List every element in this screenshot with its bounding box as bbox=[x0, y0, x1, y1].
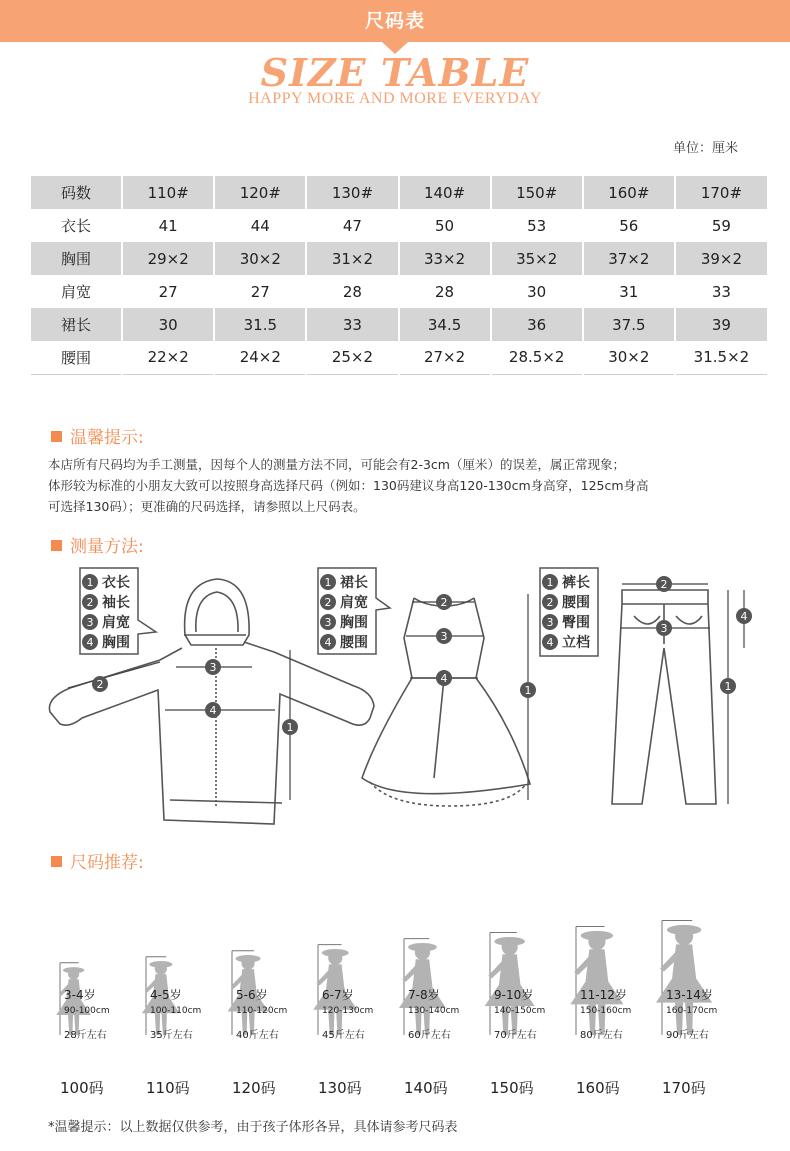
table-cell: 37.5 bbox=[583, 308, 675, 341]
child-silhouette-body bbox=[313, 964, 357, 1010]
legend-number: 4 bbox=[324, 636, 332, 649]
table-cell: 31.5 bbox=[214, 308, 306, 341]
table-cell: 39×2 bbox=[675, 242, 767, 275]
size-label: 120码 bbox=[232, 1079, 276, 1097]
weight-label: 90斤左右 bbox=[666, 1030, 709, 1041]
table-cell: 31×2 bbox=[306, 242, 398, 275]
table-cell: 31.5×2 bbox=[675, 341, 767, 374]
size-recommend-item bbox=[399, 939, 459, 1097]
height-label: 100-110cm bbox=[150, 1006, 202, 1016]
child-silhouette-head bbox=[241, 957, 254, 970]
table-cell: 41 bbox=[122, 209, 214, 242]
table-cell: 28 bbox=[306, 275, 398, 308]
size-recommend-item bbox=[656, 920, 717, 1097]
unit-label: 单位：厘米 bbox=[672, 141, 738, 156]
height-label: 120-130cm bbox=[322, 1006, 374, 1016]
table-cell: 衣长 bbox=[30, 209, 122, 242]
weight-label: 70斤左右 bbox=[494, 1030, 537, 1041]
age-label: 13-14岁 bbox=[666, 988, 713, 1002]
legend-label: 立档 bbox=[562, 635, 590, 651]
height-label: 140-150cm bbox=[494, 1006, 546, 1016]
pants-legend bbox=[540, 568, 598, 656]
legend-number: 4 bbox=[546, 636, 554, 649]
legend-label: 腰围 bbox=[340, 635, 368, 651]
table-cell: 50 bbox=[399, 209, 491, 242]
dress-markers bbox=[406, 594, 536, 800]
size-label: 130码 bbox=[318, 1079, 362, 1097]
size-recommend-item bbox=[485, 933, 546, 1097]
height-label: 150-160cm bbox=[580, 1006, 632, 1016]
legend-number: 1 bbox=[86, 576, 94, 589]
legend-label: 裤长 bbox=[562, 575, 590, 591]
table-cell: 30 bbox=[491, 275, 583, 308]
age-label: 6-7岁 bbox=[322, 988, 354, 1002]
legend-number: 2 bbox=[546, 596, 554, 609]
age-label: 5-6岁 bbox=[236, 988, 268, 1002]
age-label: 7-8岁 bbox=[408, 988, 440, 1002]
table-cell: 裙长 bbox=[30, 308, 122, 341]
legend-label: 袖长 bbox=[102, 595, 130, 611]
table-cell: 22×2 bbox=[122, 341, 214, 374]
table-header-row bbox=[30, 176, 767, 209]
page-title: 尺码表 bbox=[364, 10, 425, 32]
size-recommend-item bbox=[142, 957, 201, 1097]
tips-line: 本店所有尺码均为手工测量，因每个人的测量方法不同，可能会有2-3cm（厘米）的误差，属正常现象； bbox=[48, 457, 625, 472]
table-cell: 53 bbox=[491, 209, 583, 242]
table-header-cell: 160# bbox=[583, 176, 675, 209]
legend-label: 肩宽 bbox=[102, 615, 130, 631]
table-cell: 29×2 bbox=[122, 242, 214, 275]
svg-text:2: 2 bbox=[660, 578, 668, 591]
table-cell: 28 bbox=[399, 275, 491, 308]
dress-legend bbox=[318, 568, 390, 654]
svg-text:4: 4 bbox=[440, 672, 448, 685]
bullet-square-icon bbox=[51, 540, 62, 551]
table-cell: 30×2 bbox=[583, 341, 675, 374]
size-recommend-item bbox=[56, 963, 109, 1097]
legend-number: 3 bbox=[86, 616, 94, 629]
svg-text:3: 3 bbox=[440, 630, 448, 643]
table-row bbox=[30, 308, 767, 341]
legend-label: 衣长 bbox=[102, 575, 130, 591]
table-header-cell: 140# bbox=[399, 176, 491, 209]
table-cell: 59 bbox=[675, 209, 767, 242]
child-silhouette-head bbox=[588, 933, 605, 950]
height-label: 130-140cm bbox=[408, 1006, 460, 1016]
legend-label: 胸围 bbox=[102, 635, 130, 651]
table-cell: 39 bbox=[675, 308, 767, 341]
size-label: 110码 bbox=[146, 1079, 190, 1097]
size-table bbox=[29, 176, 767, 375]
table-cell: 24×2 bbox=[214, 341, 306, 374]
child-silhouette-head bbox=[675, 927, 693, 945]
table-cell: 37×2 bbox=[583, 242, 675, 275]
table-header-cell: 110# bbox=[122, 176, 214, 209]
size-label: 150码 bbox=[490, 1079, 534, 1097]
legend-number: 1 bbox=[324, 576, 332, 589]
height-label: 110-120cm bbox=[236, 1006, 288, 1016]
table-cell: 27×2 bbox=[399, 341, 491, 374]
child-silhouette-head bbox=[415, 945, 430, 960]
table-cell: 28.5×2 bbox=[491, 341, 583, 374]
table-cell: 56 bbox=[583, 209, 675, 242]
height-label: 160-170cm bbox=[666, 1006, 718, 1016]
legend-number: 3 bbox=[324, 616, 332, 629]
child-silhouette-head bbox=[155, 963, 167, 975]
table-cell: 34.5 bbox=[399, 308, 491, 341]
child-silhouette-head bbox=[328, 951, 342, 965]
legend-label: 肩宽 bbox=[340, 595, 368, 611]
size-recommend-item bbox=[228, 951, 288, 1097]
size-label: 170码 bbox=[662, 1079, 706, 1097]
svg-text:4: 4 bbox=[740, 610, 748, 623]
tagline: HAPPY MORE AND MORE EVERYDAY bbox=[248, 90, 542, 107]
height-label: 90-100cm bbox=[64, 1006, 110, 1016]
svg-text:3: 3 bbox=[660, 622, 668, 635]
table-header-cell: 码数 bbox=[30, 176, 122, 209]
legend-number: 3 bbox=[546, 616, 554, 629]
method-heading: 测量方法: bbox=[51, 532, 144, 557]
size-label: 100码 bbox=[60, 1079, 104, 1097]
table-cell: 胸围 bbox=[30, 242, 122, 275]
child-silhouette-head bbox=[502, 939, 518, 955]
table-cell: 31 bbox=[583, 275, 675, 308]
child-silhouette-head bbox=[68, 968, 79, 979]
table-cell: 腰围 bbox=[30, 341, 122, 374]
table-cell: 25×2 bbox=[306, 341, 398, 374]
footer-note: *温馨提示：以上数据仅供参考，由于孩子体形各异，具体请参考尺码表 bbox=[48, 1120, 458, 1135]
table-cell: 肩宽 bbox=[30, 275, 122, 308]
svg-text:2: 2 bbox=[440, 596, 448, 609]
table-cell: 36 bbox=[491, 308, 583, 341]
measurement-diagram bbox=[0, 560, 790, 850]
svg-text:1: 1 bbox=[286, 721, 294, 734]
table-cell: 33 bbox=[306, 308, 398, 341]
legend-label: 腰围 bbox=[562, 595, 590, 611]
table-header-cell: 130# bbox=[306, 176, 398, 209]
recommend-heading: 尺码推荐: bbox=[51, 848, 144, 873]
table-cell: 27 bbox=[214, 275, 306, 308]
svg-text:1: 1 bbox=[524, 684, 532, 697]
svg-text:3: 3 bbox=[209, 661, 217, 674]
jacket-legend bbox=[80, 568, 156, 654]
legend-label: 胸围 bbox=[340, 615, 368, 631]
table-cell: 27 bbox=[122, 275, 214, 308]
tips-line: 体形较为标准的小朋友大致可以按照身高选择尺码（例如：130码建议身高120-130cm身高穿，125cm身高 bbox=[48, 478, 649, 493]
legend-number: 1 bbox=[546, 576, 554, 589]
table-header-cell: 150# bbox=[491, 176, 583, 209]
size-recommend-chart bbox=[0, 860, 790, 1100]
table-header-cell: 120# bbox=[214, 176, 306, 209]
tips-line: 可选择130码）；更准确的尺码选择，请参照以上尺码表。 bbox=[48, 499, 366, 514]
age-label: 9-10岁 bbox=[494, 988, 534, 1002]
table-cell: 33×2 bbox=[399, 242, 491, 275]
age-label: 4-5岁 bbox=[150, 988, 182, 1002]
size-recommend-item bbox=[570, 927, 631, 1098]
svg-text:4: 4 bbox=[209, 704, 217, 717]
tips-text bbox=[48, 454, 758, 517]
bullet-square-icon bbox=[51, 431, 62, 442]
weight-label: 40斤左右 bbox=[236, 1030, 279, 1041]
age-label: 3-4岁 bbox=[64, 988, 96, 1002]
weight-label: 60斤左右 bbox=[408, 1030, 451, 1041]
svg-text:2: 2 bbox=[96, 678, 104, 691]
size-label: 140码 bbox=[404, 1079, 448, 1097]
weight-label: 45斤左右 bbox=[322, 1030, 365, 1041]
weight-label: 35斤左右 bbox=[150, 1030, 193, 1041]
legend-number: 4 bbox=[86, 636, 94, 649]
table-cell: 33 bbox=[675, 275, 767, 308]
table-header-cell: 170# bbox=[675, 176, 767, 209]
table-row bbox=[30, 341, 767, 374]
weight-label: 28斤左右 bbox=[64, 1030, 107, 1041]
pants-markers bbox=[620, 576, 752, 804]
table-row bbox=[30, 209, 767, 242]
size-table-title: SIZE TABLE bbox=[260, 50, 530, 95]
size-recommend-item bbox=[313, 945, 373, 1097]
table-cell: 30×2 bbox=[214, 242, 306, 275]
age-label: 11-12岁 bbox=[580, 988, 627, 1002]
table-cell: 30 bbox=[122, 308, 214, 341]
legend-number: 2 bbox=[86, 596, 94, 609]
table-row bbox=[30, 275, 767, 308]
svg-text:1: 1 bbox=[724, 680, 732, 693]
jacket-markers bbox=[68, 650, 298, 800]
table-cell: 44 bbox=[214, 209, 306, 242]
weight-label: 80斤左右 bbox=[580, 1030, 623, 1041]
legend-label: 臀围 bbox=[562, 615, 590, 631]
table-cell: 35×2 bbox=[491, 242, 583, 275]
legend-number: 2 bbox=[324, 596, 332, 609]
table-cell: 47 bbox=[306, 209, 398, 242]
legend-label: 裙长 bbox=[340, 575, 368, 591]
tips-heading: 温馨提示: bbox=[51, 423, 144, 448]
table-row bbox=[30, 242, 767, 275]
size-label: 160码 bbox=[576, 1079, 620, 1097]
